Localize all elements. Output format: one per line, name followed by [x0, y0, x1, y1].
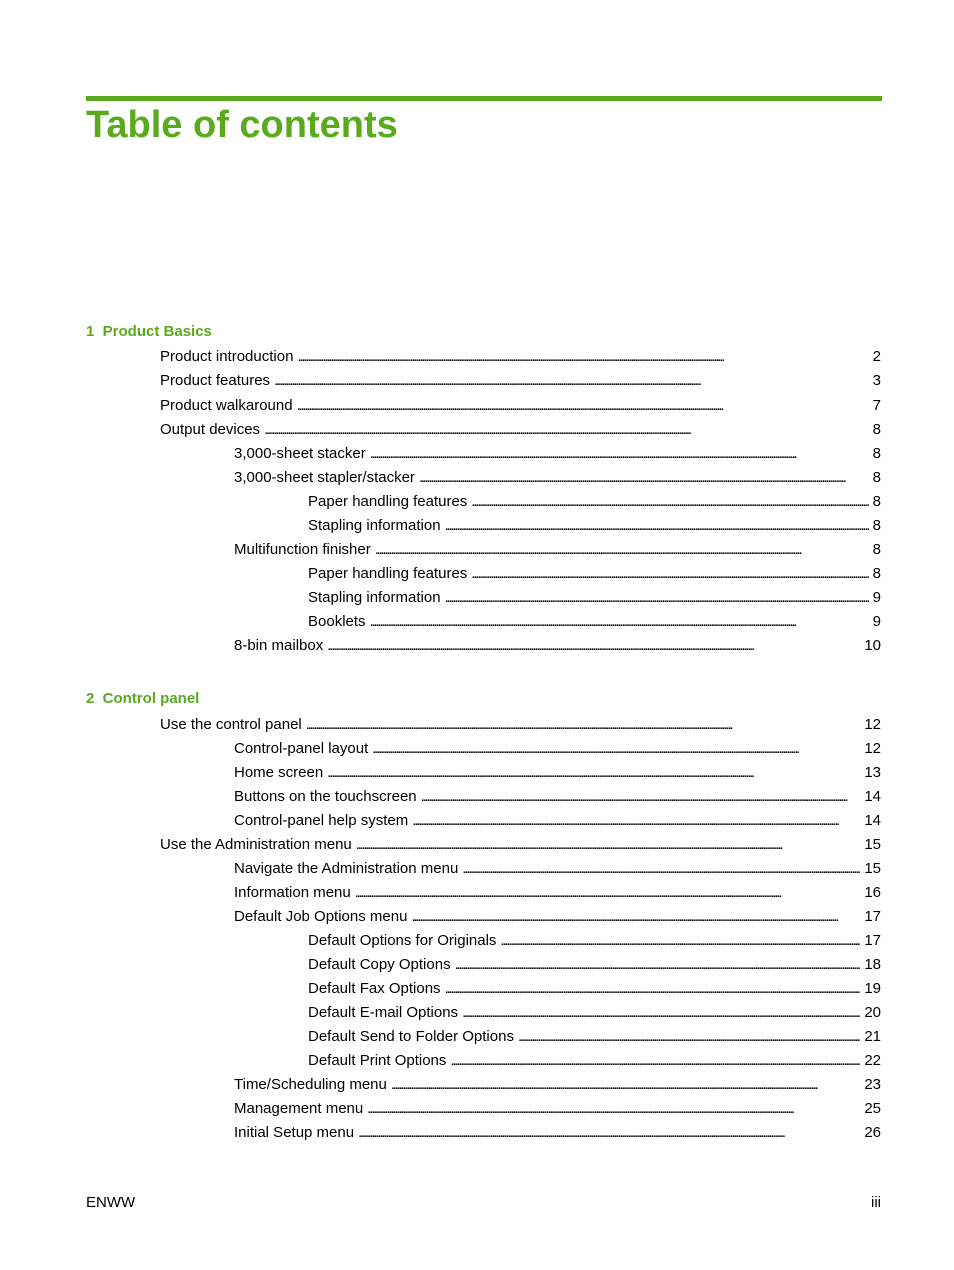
toc-entry-label: Stapling information [308, 517, 441, 534]
toc-entry-label: Product introduction [160, 348, 294, 365]
toc-entry-label: Use the Administration menu [160, 836, 352, 853]
toc-entry[interactable] [234, 812, 881, 830]
dot-leader [306, 716, 861, 734]
toc-entry[interactable] [160, 372, 881, 390]
toc-entry[interactable] [234, 469, 881, 487]
toc-entry-label: Initial Setup menu [234, 1124, 355, 1141]
page-title: Table of contents [86, 104, 398, 146]
toc-page-number: 23 [864, 1076, 881, 1093]
toc-entry[interactable] [234, 788, 881, 806]
toc-entry[interactable] [308, 565, 881, 583]
toc-page-number: 12 [864, 740, 881, 757]
dot-leader [367, 1100, 860, 1118]
toc-entry-label: Management menu [234, 1100, 364, 1117]
toc-page-number: 8 [872, 445, 881, 462]
toc-entry[interactable] [308, 613, 881, 631]
dot-leader [471, 493, 868, 511]
toc-entry[interactable] [234, 908, 881, 926]
toc-entry-label: Default Fax Options [308, 980, 441, 997]
dot-leader [264, 421, 869, 439]
dot-leader [412, 812, 860, 830]
dot-leader [355, 884, 861, 902]
toc-entry-label: Default Options for Originals [308, 932, 497, 949]
dot-leader [471, 565, 868, 583]
toc-entry[interactable] [234, 884, 881, 902]
dot-leader [370, 445, 869, 463]
toc-entry-label: 3,000-sheet stacker [234, 445, 366, 462]
toc-page-number: 9 [872, 613, 881, 630]
toc-page-number: 8 [872, 421, 881, 438]
toc-page-number: 26 [864, 1124, 881, 1141]
toc-entry-label: 8-bin mailbox [234, 637, 324, 654]
toc-entry-label: Multifunction finisher [234, 541, 371, 558]
dot-leader [327, 764, 860, 782]
toc-entry[interactable] [160, 421, 881, 439]
toc-page-number: 18 [864, 956, 881, 973]
toc-entry-label: Default E-mail Options [308, 1004, 459, 1021]
dot-leader [297, 348, 868, 366]
toc-page-number: 17 [864, 932, 881, 949]
toc-entry[interactable] [308, 589, 881, 607]
toc-page-number: 21 [864, 1028, 881, 1045]
toc-entry-label: Default Job Options menu [234, 908, 408, 925]
toc-entry-label: Use the control panel [160, 716, 302, 733]
toc-entry[interactable] [234, 541, 881, 559]
toc-entry[interactable] [234, 445, 881, 463]
toc-page-number: 25 [864, 1100, 881, 1117]
toc-page-number: 13 [864, 764, 881, 781]
dot-leader [358, 1124, 860, 1142]
toc-entry-label: Default Send to Folder Options [308, 1028, 514, 1045]
dot-leader [419, 469, 869, 487]
toc-entry[interactable] [234, 1100, 881, 1118]
toc-page-number: 8 [872, 565, 881, 582]
toc-entry-label: Booklets [308, 613, 366, 630]
toc-page-number: 10 [864, 637, 881, 654]
toc-entry[interactable] [234, 860, 881, 878]
dot-leader [297, 397, 869, 415]
dot-leader [411, 908, 860, 926]
toc-entry-label: Output devices [160, 421, 261, 438]
toc-entry-label: 3,000-sheet stapler/stacker [234, 469, 415, 486]
dot-leader [455, 956, 861, 974]
toc-entry-label: Control-panel layout [234, 740, 369, 757]
toc-page-number: 9 [872, 589, 881, 606]
dot-leader [375, 541, 869, 559]
dot-leader [356, 836, 861, 854]
toc-page-number: 14 [864, 788, 881, 805]
chapter-heading[interactable]: 2 Control panel [86, 690, 200, 707]
toc-entry[interactable] [308, 1004, 881, 1022]
dot-leader [372, 740, 860, 758]
toc-entry[interactable] [160, 716, 881, 734]
toc-entry[interactable] [308, 980, 881, 998]
toc-page-number: 8 [872, 541, 881, 558]
toc-page-number: 7 [872, 397, 881, 414]
footer-left: ENWW [86, 1194, 136, 1211]
toc-entry[interactable] [160, 348, 881, 366]
toc-entry[interactable] [308, 517, 881, 535]
toc-page-number: 15 [864, 860, 881, 877]
toc-entry[interactable] [308, 493, 881, 511]
toc-entry-label: Product walkaround [160, 397, 293, 414]
toc-page-number: 14 [864, 812, 881, 829]
toc-entry-label: Buttons on the touchscreen [234, 788, 417, 805]
dot-leader [274, 372, 869, 390]
dot-leader [445, 517, 869, 535]
toc-entry-label: Stapling information [308, 589, 441, 606]
chapter-heading[interactable]: 1 Product Basics [86, 323, 212, 340]
toc-entry-label: Paper handling features [308, 565, 468, 582]
toc-entry[interactable] [234, 1076, 881, 1094]
toc-entry[interactable] [308, 1028, 881, 1046]
toc-entry-label: Navigate the Administration menu [234, 860, 459, 877]
toc-entry[interactable] [308, 956, 881, 974]
dot-leader [462, 860, 860, 878]
dot-leader [370, 613, 869, 631]
dot-leader [391, 1076, 860, 1094]
toc-entry-label: Default Copy Options [308, 956, 451, 973]
dot-leader [500, 932, 860, 950]
toc-page-number: 3 [872, 372, 881, 389]
toc-page-number: 19 [864, 980, 881, 997]
toc-entry-label: Control-panel help system [234, 812, 409, 829]
dot-leader [327, 637, 860, 655]
dot-leader [462, 1004, 860, 1022]
dot-leader [450, 1052, 860, 1070]
toc-entry[interactable] [234, 764, 881, 782]
toc-entry-label: Product features [160, 372, 271, 389]
toc-page-number: 8 [872, 493, 881, 510]
toc-page-number: 8 [872, 517, 881, 534]
dot-leader [421, 788, 861, 806]
dot-leader [445, 589, 869, 607]
toc-page-number: 22 [864, 1052, 881, 1069]
toc-entry[interactable] [234, 1124, 881, 1142]
toc-page-number: 2 [872, 348, 881, 365]
toc-entry-label: Home screen [234, 764, 324, 781]
toc-entry[interactable] [234, 740, 881, 758]
toc-entry-label: Time/Scheduling menu [234, 1076, 387, 1093]
toc-entry[interactable] [308, 932, 881, 950]
toc-entry-label: Default Print Options [308, 1052, 447, 1069]
toc-page-number: 20 [864, 1004, 881, 1021]
toc-entry[interactable] [160, 397, 881, 415]
toc-page-number: 15 [864, 836, 881, 853]
toc-page-number: 16 [864, 884, 881, 901]
toc-entry[interactable] [160, 836, 881, 854]
footer-page-number: iii [871, 1194, 881, 1211]
dot-leader [445, 980, 861, 998]
toc-entry-label: Paper handling features [308, 493, 468, 510]
toc-entry[interactable] [308, 1052, 881, 1070]
toc-page-number: 12 [864, 716, 881, 733]
toc-entry-label: Information menu [234, 884, 351, 901]
toc-entry[interactable] [234, 637, 881, 655]
dot-leader [518, 1028, 860, 1046]
toc-page-number: 17 [864, 908, 881, 925]
toc-page-number: 8 [872, 469, 881, 486]
